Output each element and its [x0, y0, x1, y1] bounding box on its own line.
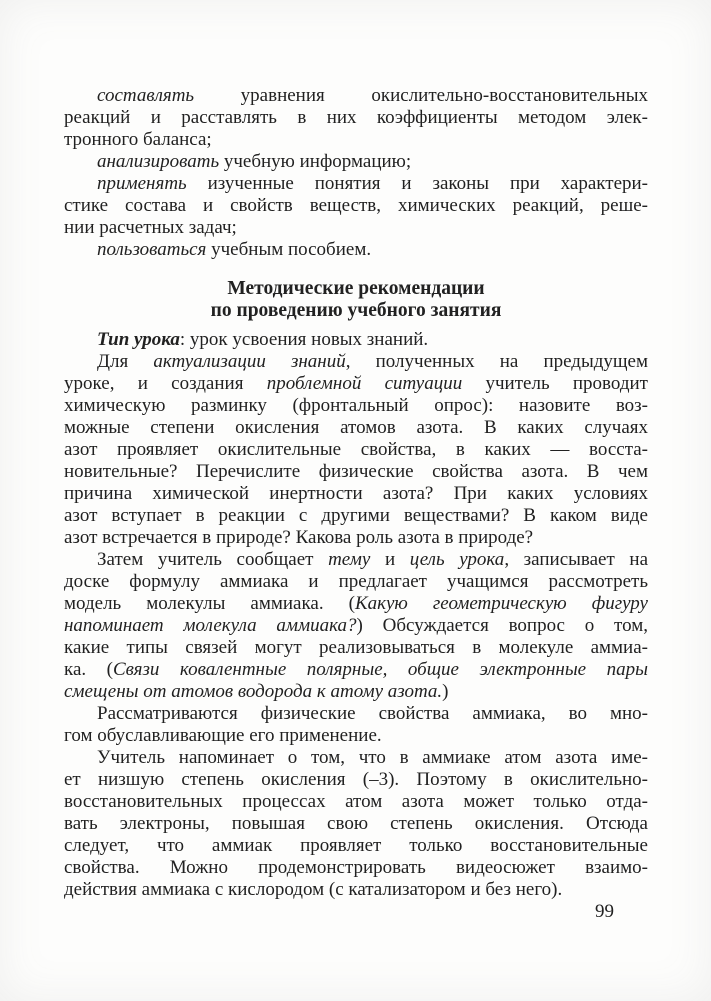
- body-text: новительные? Перечислите физические свойства азота. В чем: [64, 461, 648, 482]
- body-text: Учитель напоминает о том, что в аммиаке атом азота име-: [97, 747, 648, 768]
- text-line: [64, 637, 648, 659]
- italic-text: напоминает молекула аммиака?: [64, 615, 357, 636]
- body-text: стике состава и свойств веществ, химических реакций, реше-: [64, 195, 648, 216]
- text-line: [64, 659, 648, 681]
- text-line: [64, 505, 648, 527]
- body-text: Для: [97, 351, 154, 372]
- body-text: азот вступает в реакции с другими веществами? В каком виде: [64, 505, 648, 526]
- text-line: [64, 173, 648, 195]
- paragraph: [64, 173, 648, 239]
- italic-text: применять: [97, 173, 187, 194]
- italic-text: тему: [328, 549, 371, 570]
- text-line: [64, 747, 648, 769]
- text-line: [64, 549, 648, 571]
- body-text: Рассматриваются физические свойства аммиака, во мно-: [97, 703, 648, 724]
- body-text: тронного баланса;: [64, 129, 212, 150]
- text-line: [64, 791, 648, 813]
- text-line: [64, 239, 648, 261]
- text-line: [64, 107, 648, 129]
- italic-text: смещены от атомов водорода к атому азота.: [64, 681, 443, 702]
- body-text: свойства. Можно продемонстрировать видеосюжет взаимо-: [64, 857, 648, 878]
- paragraph: [64, 351, 648, 549]
- bold-italic-text: Тип урока: [97, 329, 180, 350]
- body-text: химическую разминку (фронтальный опрос): назовите воз-: [64, 395, 648, 416]
- body-text: азот встречается в природе? Какова роль азота в природе?: [64, 527, 534, 548]
- italic-text: Какую геометрическую фигуру: [354, 593, 648, 614]
- text-line: [64, 439, 648, 461]
- text-line: [64, 329, 648, 351]
- body-text: , полученных на предыдущем: [345, 351, 648, 372]
- text-line: [64, 615, 648, 637]
- text-line: [64, 813, 648, 835]
- body-text: учебным пособием.: [206, 239, 372, 260]
- paragraph: [64, 703, 648, 747]
- paragraph: [64, 549, 648, 703]
- body-text: какие типы связей могут реализовываться в молекуле аммиа-: [64, 637, 648, 658]
- italic-text: цель урока: [409, 549, 505, 570]
- text-line: [64, 769, 648, 791]
- text-line: [64, 417, 648, 439]
- body-text: уроке, и создания: [64, 373, 267, 394]
- paragraph: [64, 747, 648, 901]
- text-line: [64, 703, 648, 725]
- body-text: : урок усвоения новых знаний.: [179, 329, 429, 350]
- body-text: ка. (: [64, 659, 113, 680]
- italic-text: проблемной ситуации: [266, 373, 463, 394]
- section-heading: [64, 278, 648, 322]
- body-text: , записывает на: [504, 549, 649, 570]
- text-line: [64, 725, 648, 747]
- body-text: ): [442, 681, 449, 702]
- heading-line: по проведению учебного занятия: [210, 300, 502, 321]
- italic-text: актуализации знаний: [153, 351, 346, 372]
- text-line: [64, 195, 648, 217]
- paragraph: [64, 85, 648, 151]
- text-line: [64, 85, 648, 107]
- body-text: ) Обсуждается вопрос о том,: [356, 615, 648, 636]
- body-text: доске формулу аммиака и предлагает учащимся рассмотреть: [64, 571, 648, 592]
- text-line: [64, 129, 648, 151]
- body-text: реакций и расставлять в них коэффициенты методом элек-: [64, 107, 648, 128]
- body-text: изученные понятия и законы при характери-: [186, 173, 648, 194]
- paragraph: [64, 239, 648, 261]
- text-line: [64, 571, 648, 593]
- body-text: Затем учитель сообщает: [97, 549, 329, 570]
- text-line: [64, 835, 648, 857]
- body-text: ет низшую степень окисления (–3). Поэтому в окислительно-: [64, 769, 648, 790]
- body-text: причина химической инертности азота? При каких условиях: [64, 483, 648, 504]
- body-text: азот проявляет окислительные свойства, в каких — восста-: [64, 439, 648, 460]
- body-text: модель молекулы аммиака. (: [64, 593, 355, 614]
- body-text: и: [370, 549, 410, 570]
- body-text: действия аммиака с кислородом (с катализатором и без него).: [64, 879, 563, 900]
- heading-line: Методические рекомендации: [227, 278, 485, 299]
- italic-text: анализировать: [97, 151, 220, 172]
- text-line: [64, 395, 648, 417]
- italic-text: Связи ковалентные полярные, общие электронные пары: [112, 659, 648, 680]
- body-text: учитель проводит: [462, 373, 648, 394]
- text-line: [64, 217, 648, 239]
- text-line: [64, 527, 648, 549]
- body-text: гом обуславливающие его применение.: [64, 725, 382, 746]
- body-text: можные степени окисления атомов азота. В каких случаях: [64, 417, 648, 438]
- text-line: [64, 879, 648, 901]
- text-line: [64, 857, 648, 879]
- italic-text: пользоваться: [97, 239, 207, 260]
- body-text: учебную информацию;: [219, 151, 412, 172]
- italic-text: составлять: [97, 85, 195, 106]
- text-line: [64, 593, 648, 615]
- text-block: [64, 85, 648, 901]
- body-text: вать электроны, повышая свою степень окисления. Отсюда: [64, 813, 648, 834]
- body-text: следует, что аммиак проявляет только восстановительные: [64, 835, 648, 856]
- text-line: [64, 483, 648, 505]
- body-text: восстановительных процессах атом азота может только отда-: [64, 791, 648, 812]
- paragraph: [64, 329, 648, 351]
- text-line: [64, 351, 648, 373]
- text-line: [64, 151, 648, 173]
- body-text: уравнения окислительно-восстановительных: [194, 85, 648, 106]
- body-text: нии расчетных задач;: [64, 217, 237, 238]
- text-line: [64, 461, 648, 483]
- text-line: [64, 373, 648, 395]
- page-number: 99: [595, 901, 614, 922]
- paragraph: [64, 151, 648, 173]
- text-line: [64, 681, 648, 703]
